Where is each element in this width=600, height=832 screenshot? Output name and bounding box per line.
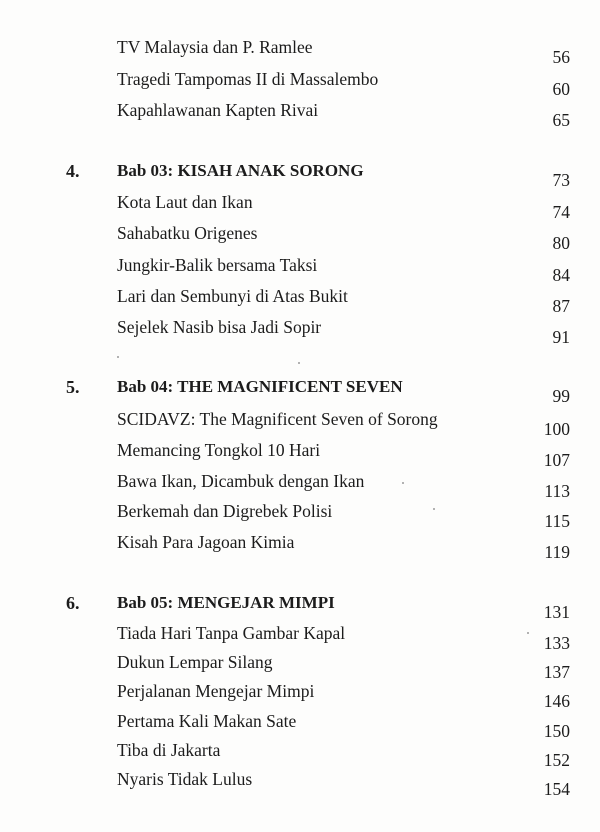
chapter-page-number: 73 — [552, 170, 570, 190]
entry-page-number: 84 — [552, 265, 570, 285]
toc-entry — [0, 739, 600, 769]
entry-title: Kisah Para Jagoan Kimia — [117, 532, 295, 552]
entry-page-number: 150 — [543, 721, 570, 741]
toc-entry — [0, 622, 600, 652]
scan-speck — [298, 362, 300, 364]
entry-page-number: 65 — [552, 110, 570, 130]
toc-entry — [0, 651, 600, 681]
chapter-title: Bab 05: MENGEJAR MIMPI — [117, 593, 335, 612]
chapter-number: 5. — [66, 377, 80, 397]
entry-page-number: 56 — [552, 47, 570, 67]
entry-title: Pertama Kali Makan Sate — [117, 711, 297, 731]
entry-title: TV Malaysia dan P. Ramlee — [117, 37, 313, 57]
chapter-heading-4 — [0, 160, 600, 190]
toc-entry — [0, 68, 600, 98]
chapter-heading-5 — [0, 376, 600, 406]
toc-entry — [0, 36, 600, 66]
toc-entry — [0, 470, 600, 500]
entry-title: Berkemah dan Digrebek Polisi — [117, 501, 333, 521]
toc-entry — [0, 439, 600, 469]
entry-title: Kapahlawanan Kapten Rivai — [117, 100, 319, 120]
entry-page-number: 113 — [544, 481, 570, 501]
entry-page-number: 119 — [544, 542, 570, 562]
entry-page-number: 107 — [543, 450, 570, 470]
entry-page-number: 74 — [552, 202, 570, 222]
entry-title: Nyaris Tidak Lulus — [117, 769, 253, 789]
entry-title: Tragedi Tampomas II di Massalembo — [117, 69, 379, 89]
entry-page-number: 87 — [552, 296, 570, 316]
scan-speck — [117, 356, 119, 358]
toc-entry — [0, 285, 600, 315]
entry-page-number: 154 — [543, 779, 570, 799]
entry-title: Sejelek Nasib bisa Jadi Sopir — [117, 317, 322, 337]
scan-speck — [433, 508, 435, 510]
entry-page-number: 91 — [552, 327, 570, 347]
entry-page-number: 146 — [543, 691, 570, 711]
scan-speck — [527, 632, 529, 634]
entry-page-number: 152 — [543, 750, 570, 770]
entry-title: Lari dan Sembunyi di Atas Bukit — [117, 286, 348, 306]
toc-entry — [0, 222, 600, 252]
chapter-page-number: 131 — [543, 602, 570, 622]
chapter-heading-6 — [0, 592, 600, 622]
toc-entry — [0, 254, 600, 284]
entry-page-number: 60 — [552, 79, 570, 99]
entry-title: Sahabatku Origenes — [117, 223, 258, 243]
toc-entry — [0, 768, 600, 798]
toc-entry — [0, 316, 600, 346]
toc-entry — [0, 500, 600, 530]
entry-title: Tiada Hari Tanpa Gambar Kapal — [117, 623, 346, 643]
toc-entry — [0, 408, 600, 438]
entry-page-number: 100 — [543, 419, 570, 439]
entry-title: Kota Laut dan Ikan — [117, 192, 253, 212]
chapter-title: Bab 03: KISAH ANAK SORONG — [117, 161, 364, 180]
entry-title: Memancing Tongkol 10 Hari — [117, 440, 321, 460]
entry-title: Perjalanan Mengejar Mimpi — [117, 681, 315, 701]
entry-page-number: 115 — [544, 511, 570, 531]
entry-page-number: 80 — [552, 233, 570, 253]
entry-page-number: 137 — [543, 662, 570, 682]
entry-title: Dukun Lempar Silang — [117, 652, 273, 672]
toc-entry — [0, 99, 600, 129]
chapter-number: 4. — [66, 161, 80, 181]
entry-title: Bawa Ikan, Dicambuk dengan Ikan — [117, 471, 365, 491]
chapter-title: Bab 04: THE MAGNIFICENT SEVEN — [117, 377, 403, 396]
entry-title: Tiba di Jakarta — [117, 740, 221, 760]
entry-page-number: 133 — [543, 633, 570, 653]
scan-speck — [402, 482, 404, 484]
chapter-page-number: 99 — [552, 386, 570, 406]
entry-title: Jungkir-Balik bersama Taksi — [117, 255, 318, 275]
toc-entry — [0, 531, 600, 561]
chapter-number: 6. — [66, 593, 80, 613]
toc-entry — [0, 680, 600, 710]
entry-title: SCIDAVZ: The Magnificent Seven of Sorong — [117, 409, 438, 429]
toc-entry — [0, 710, 600, 740]
toc-entry — [0, 191, 600, 221]
